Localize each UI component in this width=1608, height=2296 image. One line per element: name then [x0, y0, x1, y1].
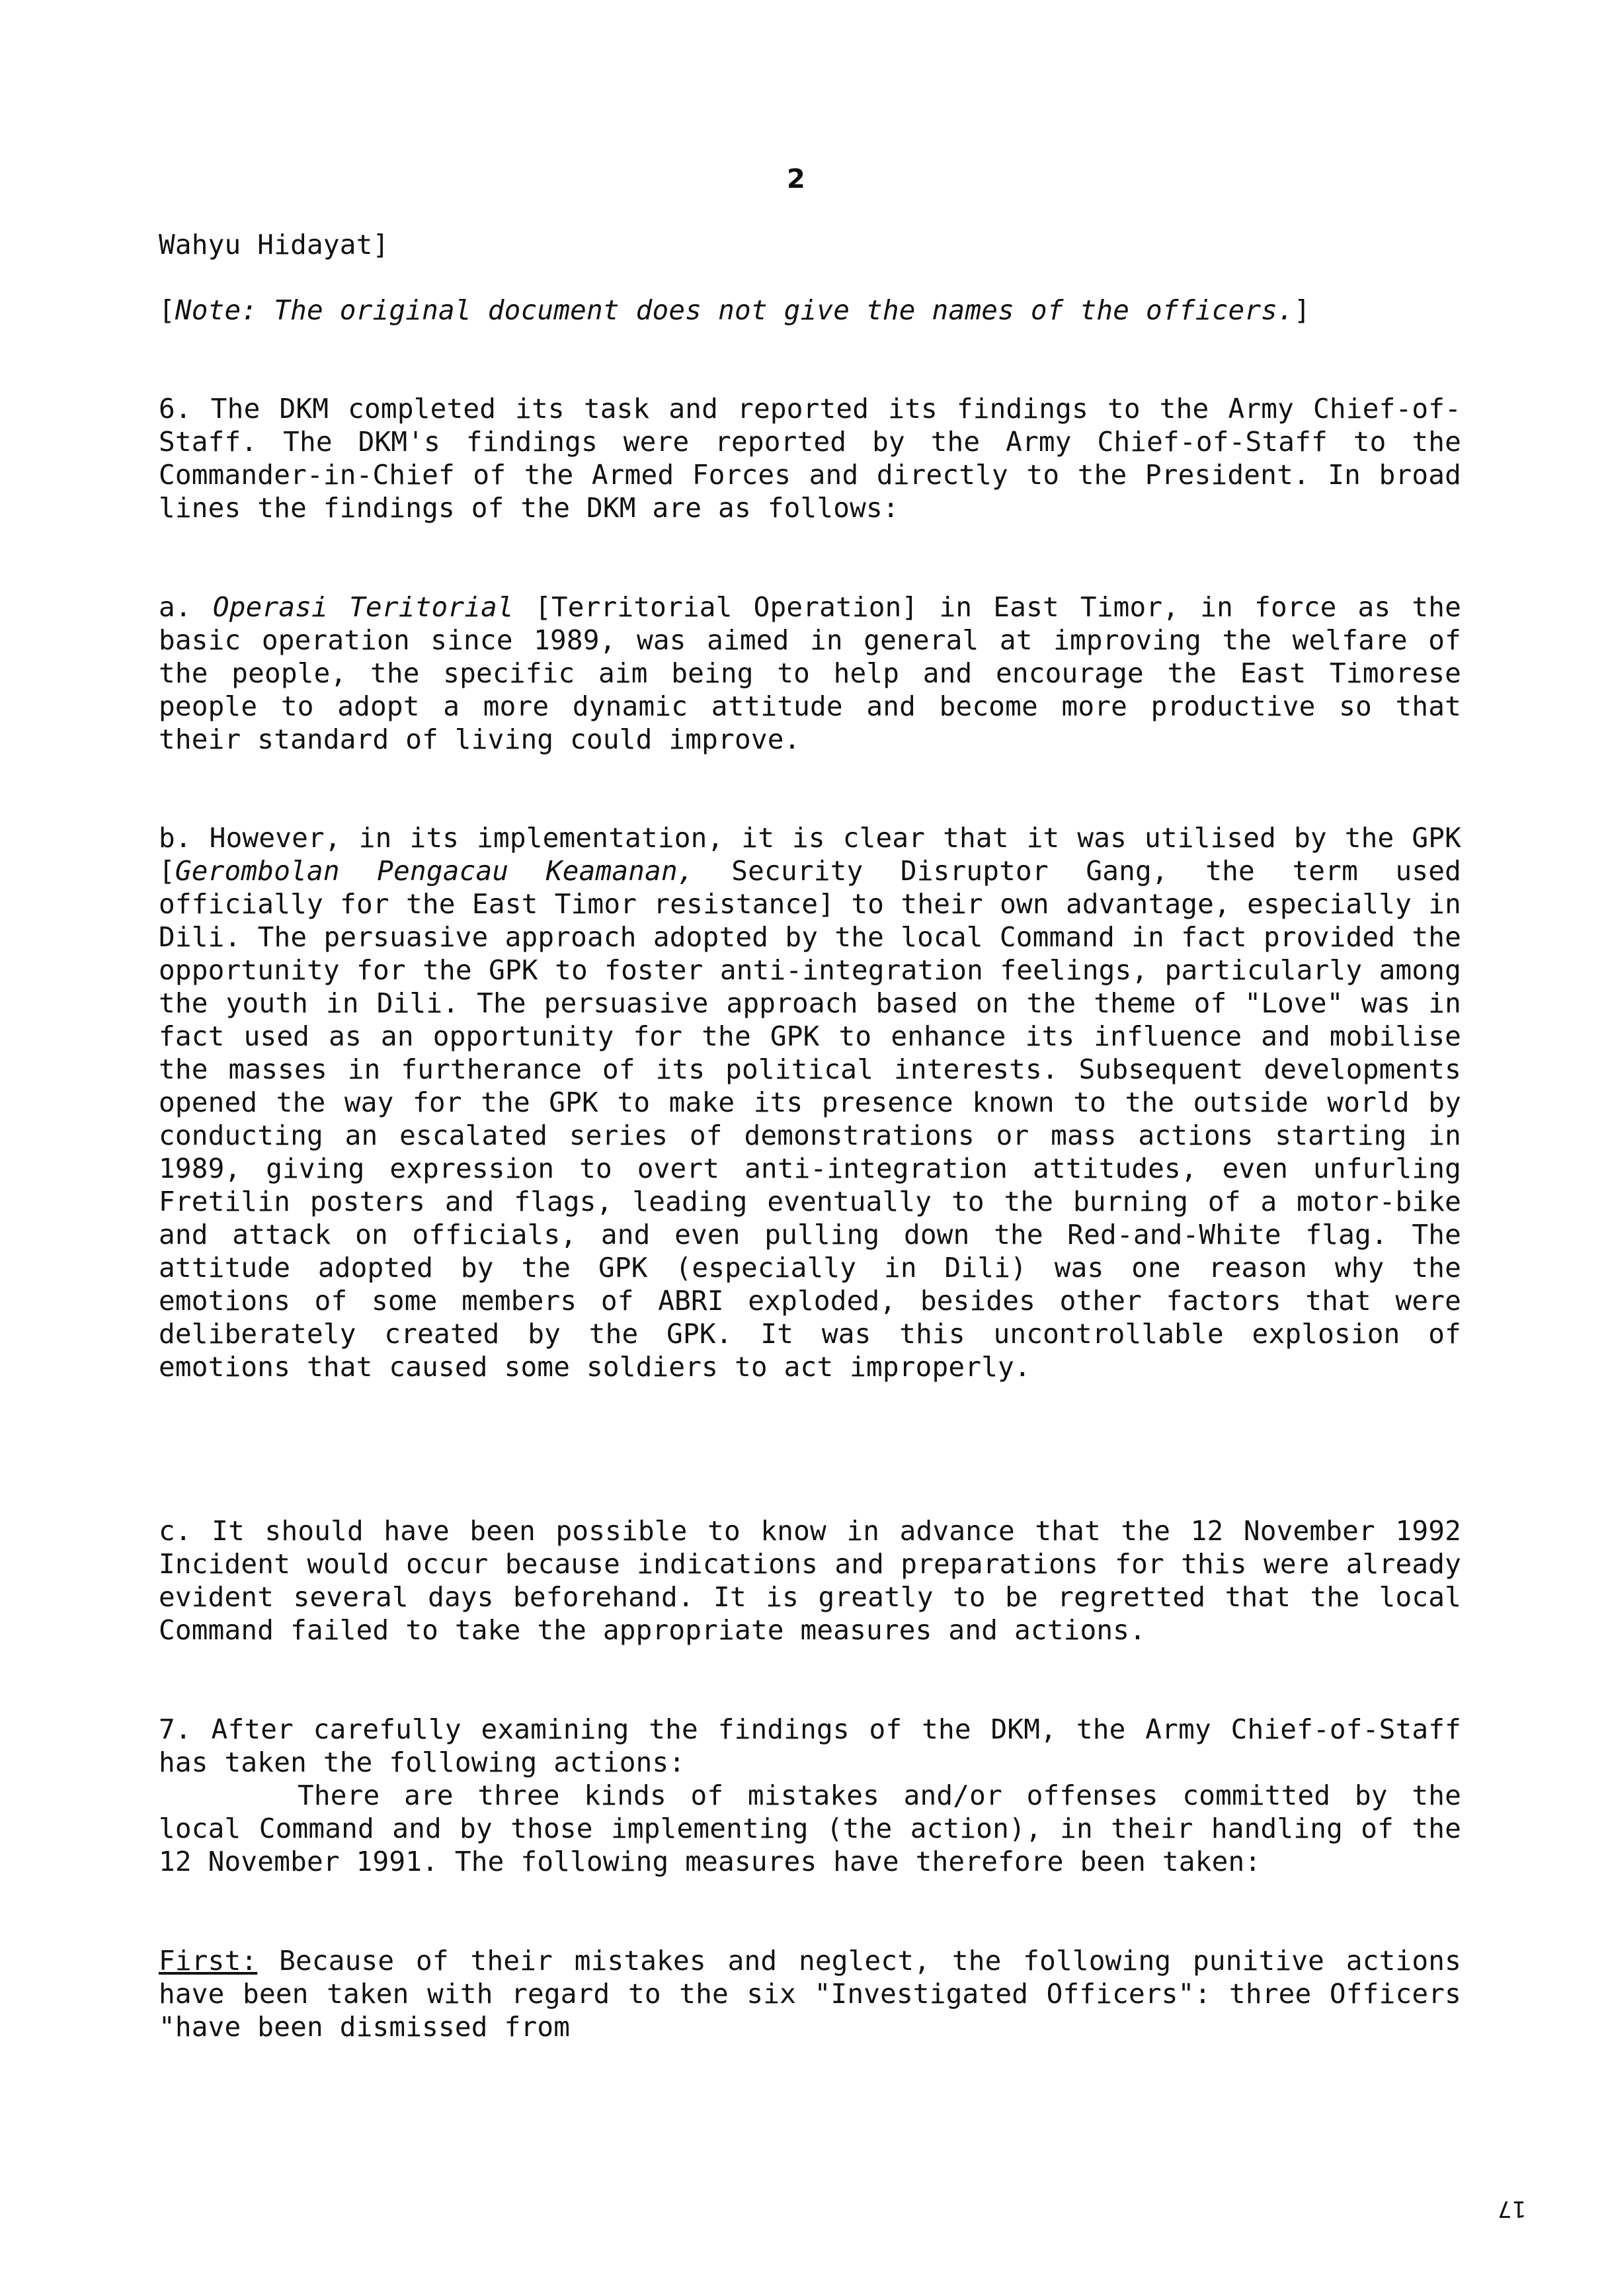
paragraph-a-label: a.: [159, 591, 213, 623]
paragraph-b: [159, 821, 1461, 1383]
note-text: Note: The original document does not give the names of the officers.: [175, 294, 1295, 326]
paragraph-b-after: Security Disruptor Gang, the term used officially for the East Timor resistance] to their own advantage, especially in Dili. The persuasive approach adopted by the local Command in fact provided the opportunity for the GPK to foster anti-integration feelings, particularly among the youth in Dili. The persuasive approach based on the theme of "Love" was in fact used as an opportunity for the GPK to enhance its influence and mobilise the masses in furtherance of its political interests. Subsequent developments opened the way for the GPK to make its presence known to the outside world by conducting an escalated series of demonstrations or mass actions starting in 1989, giving expression to overt anti-integration attitudes, even unfurling Fretilin posters and flags, leading eventually to the burning of a motor-bike and attack on officials, and even pulling down the Red-and-White flag. The attitude adopted by the GPK (especially in Dili) was one reason why the emotions of some members of ABRI exploded, besides other factors that were deliberately created by the GPK. It was this uncontrollable explosion of emotions that caused some soldiers to act improperly.: [159, 855, 1461, 1383]
paragraph-first: [159, 1944, 1461, 2043]
paragraph-a: [159, 591, 1461, 756]
paragraph-6: 6. The DKM completed its task and reported its findings to the Army Chief-of-Staff. The DKM's findings were reported by the Army Chief-of-Staff to the Commander-in-Chief of the Armed Forces and directly to the President. In broad lines the findings of the DKM are as follows:: [159, 393, 1461, 524]
paragraph-a-term: Operasi Teritorial: [212, 591, 514, 623]
corner-page-mark: 17: [1498, 2195, 1527, 2222]
paragraph-c: c. It should have been possible to know in advance that the 12 November 1992 Incident would occur because indications and preparations for this were already evident several days beforehand. It is greatly to be regretted that the local Command failed to take the appropriate measures and actions.: [159, 1515, 1461, 1646]
paragraph-7-sub: There are three kinds of mistakes and/or offenses committed by the local Command and by those implementing (the action), in their handling of the 12 November 1991. The following measures have therefore been taken:: [159, 1780, 1461, 1877]
page-number: 2: [787, 164, 805, 194]
note-open-bracket: [: [159, 294, 175, 326]
first-label: First:: [159, 1945, 258, 1977]
paragraph-b-before: b. However, in its implementation, it is clear that it was utilised by the GPK [: [159, 822, 1461, 887]
paragraph-a-text: [Territorial Operation] in East Timor, in force as the basic operation since 1989, was aimed in general at improving the welfare of the people, the specific aim being to help and encourage the East Timorese people to adopt a more dynamic attitude and become more productive so that their standard of living could improve.: [159, 591, 1462, 755]
paragraph-b-term: Gerombolan Pengacau Keamanan,: [175, 855, 694, 887]
header-line: Wahyu Hidayat]: [159, 229, 389, 261]
paragraph-7-intro: 7. After carefully examining the findings of the DKM, the Army Chief-of-Staff has taken the following actions:: [159, 1713, 1461, 1778]
first-text: Because of their mistakes and neglect, the following punitive actions have been taken with regard to the six "Investigated Officers": three Officers "have been dismissed from: [159, 1945, 1461, 2043]
paragraph-7: [159, 1713, 1461, 1878]
editor-note: [159, 294, 1461, 327]
note-close-bracket: ]: [1294, 294, 1310, 326]
